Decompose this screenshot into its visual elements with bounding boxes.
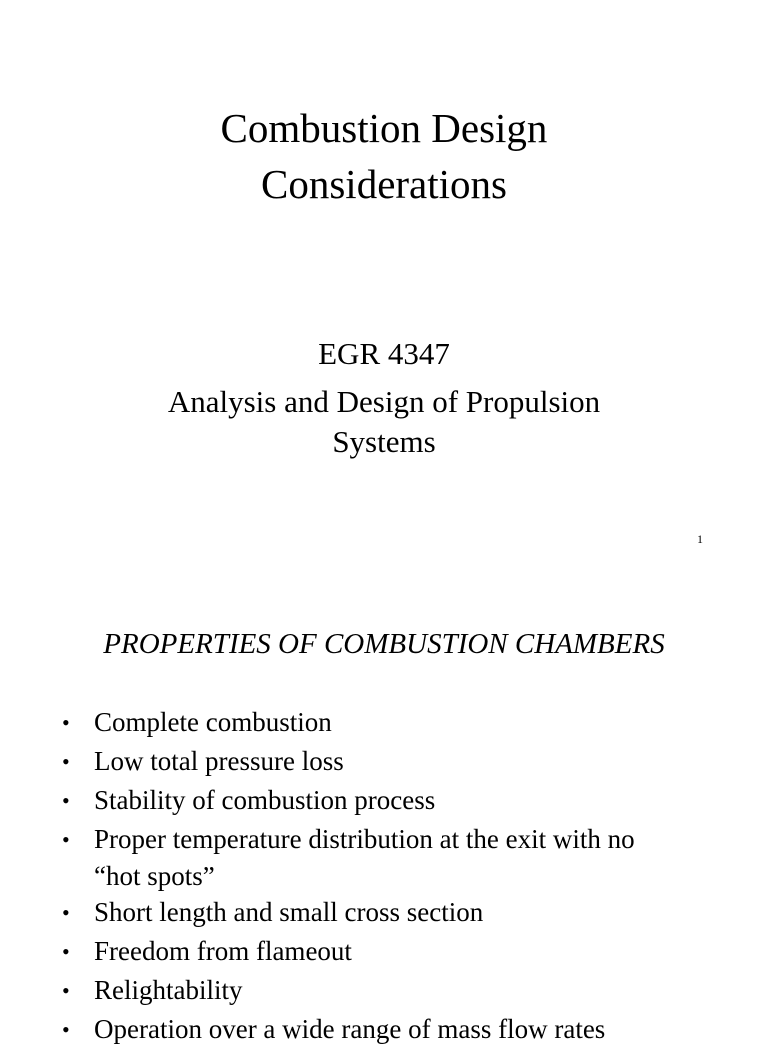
bullet-icon: • [62, 710, 70, 735]
list-item-text: Relightability [94, 975, 243, 1005]
bullet-icon: • [62, 749, 70, 774]
course-name-line-1: Analysis and Design of Propulsion [167, 384, 601, 419]
list-item-text: Freedom from flameout [94, 936, 352, 966]
list-item [62, 820, 752, 893]
bullet-icon: • [62, 939, 70, 964]
list-item [62, 971, 752, 1010]
bullet-icon: • [62, 788, 70, 813]
list-item [62, 1010, 752, 1049]
slide-title [0, 100, 768, 212]
list-item-text: Complete combustion [94, 707, 332, 737]
bullet-icon: • [62, 1017, 70, 1042]
list-item-text: Stability of combustion process [94, 785, 436, 815]
page-number: 1 [697, 532, 703, 546]
bullet-icon: • [62, 827, 70, 852]
bullet-list [62, 703, 752, 1049]
list-item-text: Short length and small cross section [94, 897, 484, 927]
list-item-text: Operation over a wide range of mass flow rates [94, 1014, 606, 1044]
slide-title-line-2: Considerations [261, 161, 507, 207]
list-item-text: Proper temperature distribution at the exit with no [94, 824, 635, 854]
section-heading: PROPERTIES OF COMBUSTION CHAMBERS [103, 628, 665, 660]
list-item [62, 703, 752, 742]
bullet-icon: • [62, 900, 70, 925]
course-name [0, 382, 768, 462]
content-slide [0, 590, 768, 1044]
list-item [62, 932, 752, 971]
list-item [62, 742, 752, 781]
bullet-icon: • [62, 978, 70, 1003]
list-item [62, 781, 752, 820]
course-name-line-2: Systems [332, 424, 436, 459]
list-item-text: Low total pressure loss [94, 746, 344, 776]
list-item [62, 893, 752, 932]
list-item-text-continued: “hot spots” [94, 861, 215, 891]
slide-title-line-1: Combustion Design [220, 105, 548, 151]
course-code: EGR 4347 [318, 336, 450, 371]
